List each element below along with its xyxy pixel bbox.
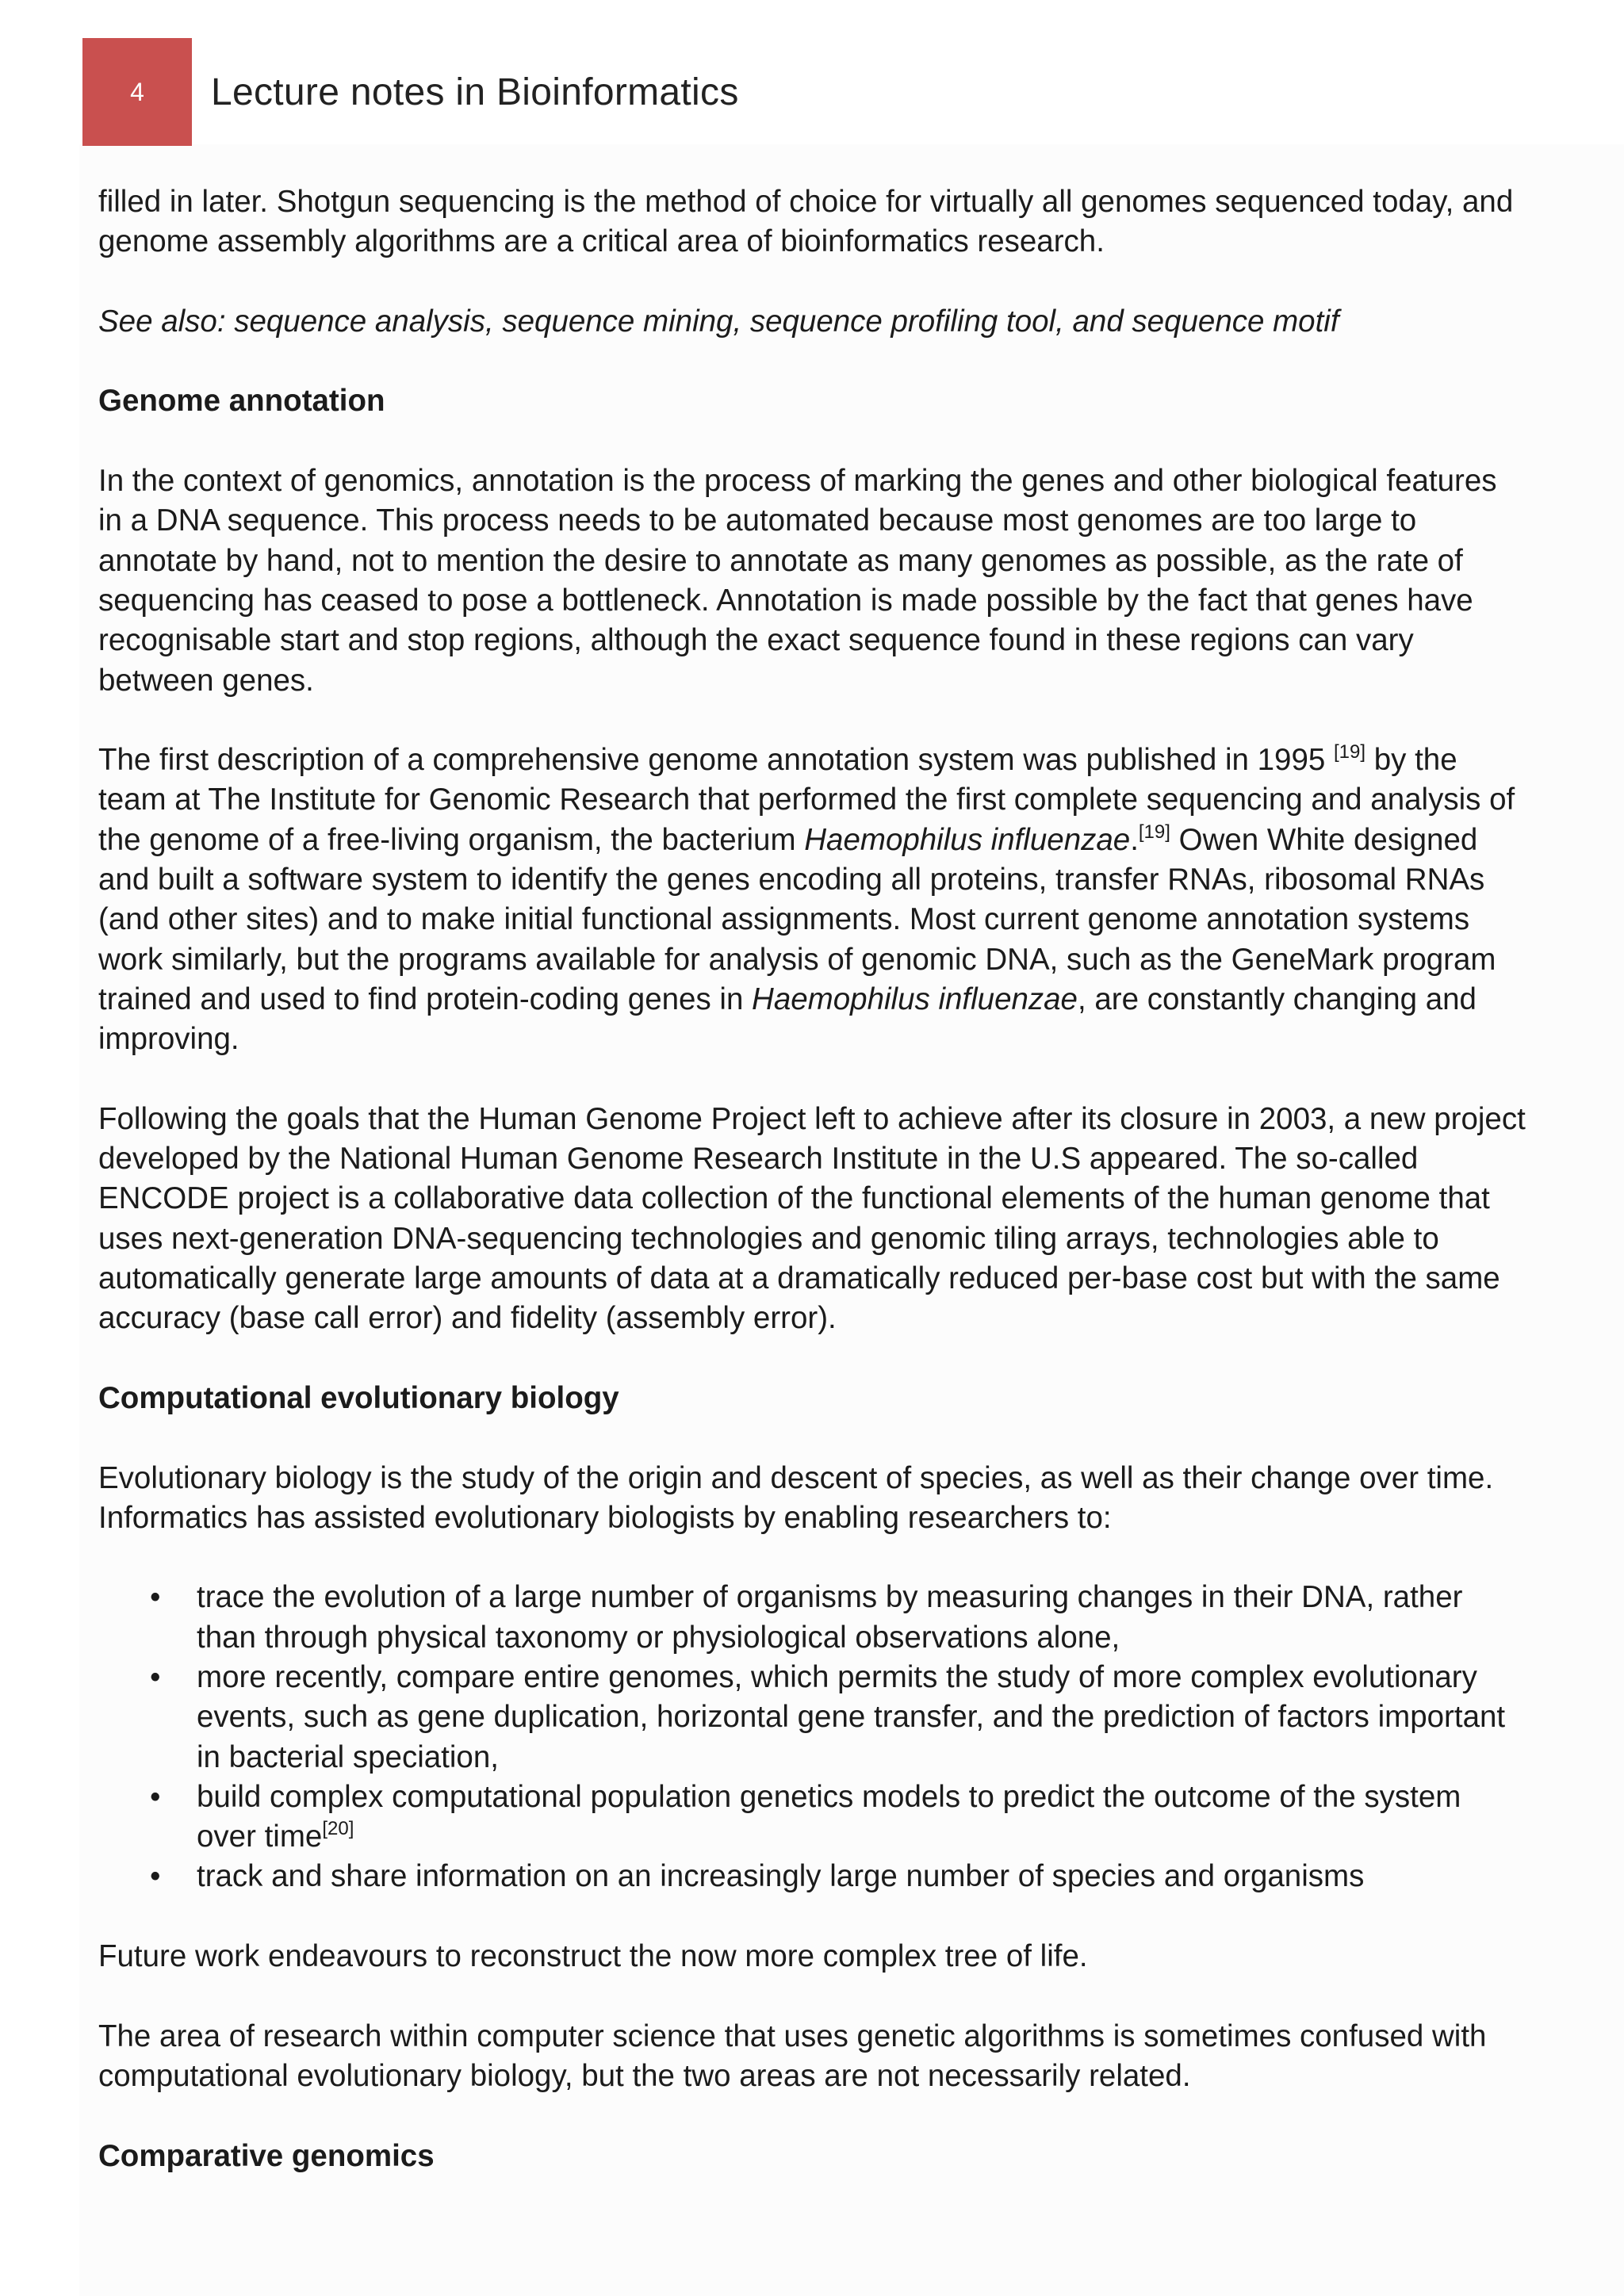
- intro-paragraph: filled in later. Shotgun sequencing is the method of choice for virtually all genomes sequenced today, and genome assembly algorithms are a critical area of bioinformatics research.: [98, 185, 1514, 259]
- page-number-badge: 4: [82, 38, 192, 146]
- annotation-paragraph-3: Following the goals that the Human Genome Project left to achieve after its closure in 2003, a new project developed by the National Human Genome Research Institute in the U.S appeared. The so-called ENCODE project is a collaborative data collection of the functional elements of the human genome that uses next-generation DNA-sequencing technologies and genomic tiling arrays, technologies able to automatically generate large amounts of data at a dramatically reduced per-base cost but with the same accuracy (base call error) and fidelity (assembly error).: [98, 1101, 1526, 1336]
- list-item-text: trace the evolution of a large number of organisms by measuring changes in their DNA, rather than through physical taxonomy or physiological observations alone,: [197, 1580, 1463, 1655]
- evolutionary-intro: Evolutionary biology is the study of the origin and descent of species, as well as their change over time. Informatics has assisted evolutionary biologists by enabling researchers to:: [98, 1460, 1494, 1535]
- annotation-p2-text-3: .: [1130, 822, 1139, 857]
- bullet-icon: •: [150, 1659, 161, 1694]
- list-item: [150, 1857, 1526, 1896]
- list-item: [150, 1658, 1526, 1777]
- evolution-bullet-list: [98, 1578, 1526, 1896]
- list-item: [150, 1578, 1526, 1658]
- heading-genome-annotation: Genome annotation: [98, 384, 385, 419]
- genetic-algorithms-paragraph: The area of research within computer science that uses genetic algorithms is sometimes confused with computational evolutionary biology, but the two areas are not necessarily related.: [98, 2019, 1487, 2093]
- annotation-p2-text-1: The first description of a comprehensive genome annotation system was published in 1995: [98, 743, 1334, 778]
- bullet-icon: •: [150, 1779, 161, 1814]
- page-header: [82, 38, 739, 146]
- annotation-p2-text-5: , are constantly changing and improving.: [98, 982, 1477, 1057]
- future-work-paragraph: Future work endeavours to reconstruct the now more complex tree of life.: [98, 1939, 1088, 1974]
- document-body: [98, 182, 1526, 2216]
- list-item-text: track and share information on an increasingly large number of species and organisms: [197, 1859, 1365, 1894]
- organism-name: Haemophilus influenzae: [804, 822, 1131, 857]
- running-title: Lecture notes in Bioinformatics: [211, 71, 739, 113]
- heading-computational-evolutionary-biology: Computational evolutionary biology: [98, 1380, 619, 1415]
- citation-ref-19b: [19]: [1138, 821, 1170, 843]
- list-item: [150, 1777, 1526, 1858]
- heading-comparative-genomics: Comparative genomics: [98, 2138, 435, 2173]
- list-item-text: more recently, compare entire genomes, which permits the study of more complex evolutionary events, such as gene duplication, horizontal gene transfer, and the prediction of factors important in bacterial speciation,: [197, 1659, 1506, 1774]
- citation-ref-19a: [19]: [1334, 741, 1366, 763]
- annotation-p2-text-2: by the team at The Institute for Genomic Research that performed the first complete sequencing and analysis of the genome of a free-living organism, the bacterium: [98, 743, 1515, 857]
- bullet-icon: •: [150, 1859, 161, 1894]
- see-also-line: See also: sequence analysis, sequence mining, sequence profiling tool, and sequence motif: [98, 304, 1339, 339]
- annotation-paragraph-2: [98, 740, 1526, 1059]
- annotation-p2-text-4: Owen White designed and built a software system to identify the genes encoding all proteins, transfer RNAs, ribosomal RNAs (and other sites) and to make initial functional assignments. Most current genome annotation systems work similarly, but the programs available for analysis of genomic DNA, such as the GeneMark program trained and used to find protein-coding genes in: [98, 822, 1496, 1016]
- bullet-icon: •: [150, 1580, 161, 1615]
- citation-ref-20: [20]: [322, 1818, 354, 1840]
- organism-name-2: Haemophilus influenzae: [752, 982, 1078, 1016]
- annotation-paragraph-1: In the context of genomics, annotation is the process of marking the genes and other biological features in a DNA sequence. This process needs to be automated because most genomes are too large to annotate by hand, not to mention the desire to annotate as many genomes as possible, as the rate of sequencing has ceased to pose a bottleneck. Annotation is made possible by the fact that genes have recognisable start and stop regions, although the exact sequence found in these regions can vary between genes.: [98, 464, 1497, 698]
- list-item-text: build complex computational population genetics models to predict the outcome of the system over time: [197, 1779, 1461, 1854]
